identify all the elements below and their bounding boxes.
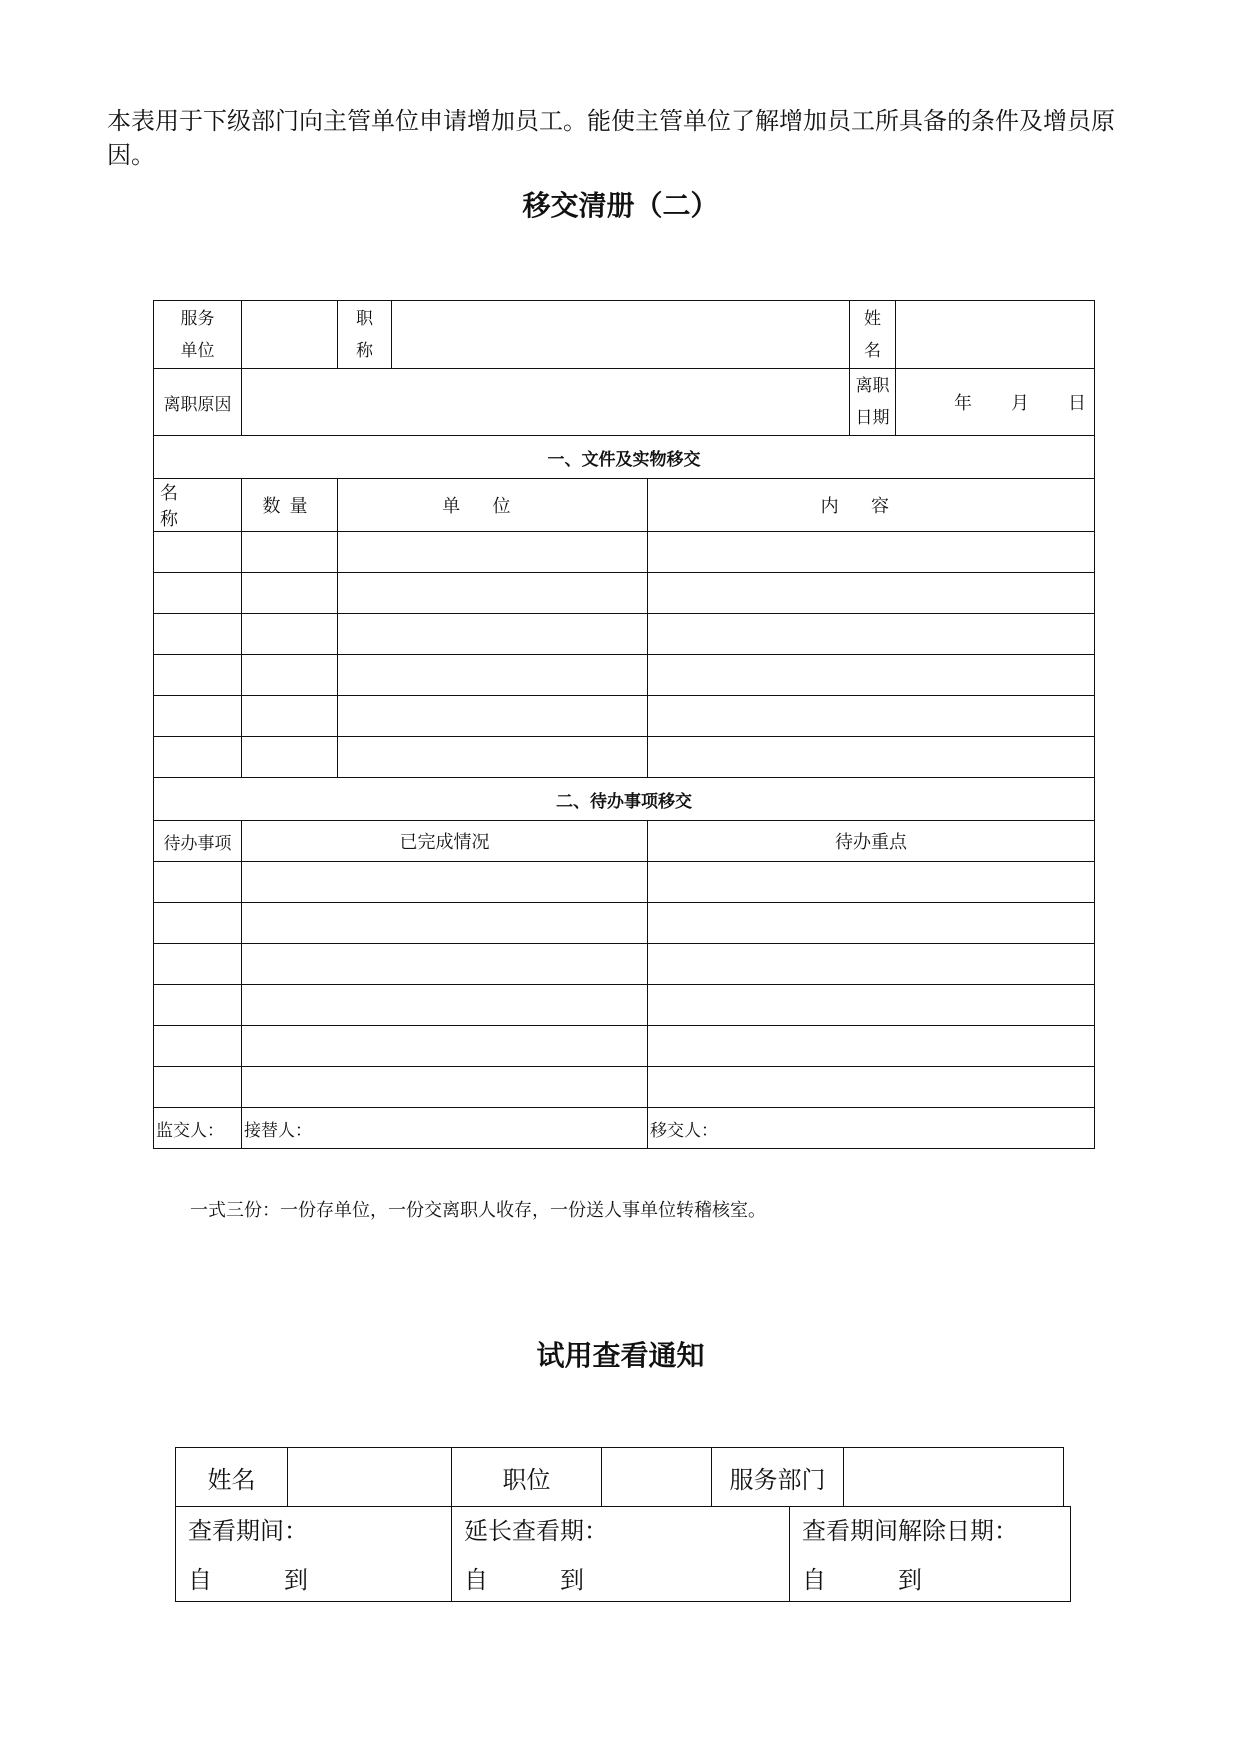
item-content-cell[interactable] [648, 696, 1095, 737]
item-name-cell[interactable] [154, 737, 242, 778]
section1-heading: 一、文件及实物移交 [154, 436, 1095, 479]
table-row [154, 655, 1095, 696]
release-date-cell[interactable] [790, 1507, 1071, 1602]
priority-cell[interactable] [648, 1026, 1095, 1067]
item-content-cell[interactable] [648, 737, 1095, 778]
name-field[interactable] [288, 1448, 452, 1507]
completed-cell[interactable] [242, 985, 648, 1026]
probation-period-cell[interactable] [176, 1507, 452, 1602]
completed-cell[interactable] [242, 903, 648, 944]
transferor-signature[interactable]: 移交人： [648, 1108, 1095, 1149]
name-field[interactable] [896, 301, 1095, 369]
day-label: 日 [1068, 393, 1086, 414]
job-title-label: 职 称 [338, 301, 392, 369]
position-field[interactable] [602, 1448, 712, 1507]
item-name-cell[interactable] [154, 614, 242, 655]
priority-cell[interactable] [648, 862, 1095, 903]
probation-info-table [175, 1447, 1064, 1507]
item-unit-cell[interactable] [338, 614, 648, 655]
extended-period-label: 延长查看期： [464, 1517, 608, 1545]
name-label: 姓名 [176, 1448, 288, 1507]
item-unit-cell[interactable] [338, 696, 648, 737]
from-label: 自 [188, 1566, 212, 1594]
to-label: 到 [898, 1566, 922, 1594]
service-unit-label: 服务 单位 [154, 301, 242, 369]
probation-period-label: 查看期间： [188, 1517, 308, 1545]
item-unit-cell[interactable] [338, 737, 648, 778]
to-label: 到 [560, 1566, 584, 1594]
col-completed-header: 已完成情况 [242, 821, 648, 862]
to-label: 到 [284, 1566, 308, 1594]
leave-reason-field[interactable] [242, 369, 850, 436]
item-qty-cell[interactable] [242, 696, 338, 737]
department-field[interactable] [844, 1448, 1064, 1507]
leave-date-field[interactable] [896, 369, 1095, 436]
name-label: 姓 名 [850, 301, 896, 369]
item-name-cell[interactable] [154, 532, 242, 573]
service-unit-field[interactable] [242, 301, 338, 369]
table-row [154, 737, 1095, 778]
table-row [154, 696, 1095, 737]
job-title-field[interactable] [392, 301, 850, 369]
supervisor-signature[interactable]: 监交人： [154, 1108, 242, 1149]
completed-cell[interactable] [242, 862, 648, 903]
item-content-cell[interactable] [648, 614, 1095, 655]
col-name-header: 名 称 [154, 479, 242, 532]
completed-cell[interactable] [242, 1026, 648, 1067]
completed-cell[interactable] [242, 944, 648, 985]
from-label: 自 [802, 1566, 826, 1594]
item-name-cell[interactable] [154, 655, 242, 696]
table-row [154, 944, 1095, 985]
item-qty-cell[interactable] [242, 614, 338, 655]
leave-date-label: 离职 日期 [850, 369, 896, 436]
successor-signature[interactable]: 接替人： [242, 1108, 648, 1149]
col-content-header: 内容 [648, 479, 1095, 532]
priority-cell[interactable] [648, 944, 1095, 985]
pending-item-cell[interactable] [154, 1067, 242, 1108]
table-row [154, 1026, 1095, 1067]
table-row [154, 532, 1095, 573]
handover-table [153, 300, 1095, 1149]
leave-reason-label: 离职原因 [154, 369, 242, 436]
department-label: 服务部门 [712, 1448, 844, 1507]
extended-period-cell[interactable] [452, 1507, 790, 1602]
item-content-cell[interactable] [648, 532, 1095, 573]
item-content-cell[interactable] [648, 573, 1095, 614]
probation-period-table [175, 1506, 1071, 1602]
item-qty-cell[interactable] [242, 573, 338, 614]
completed-cell[interactable] [242, 1067, 648, 1108]
table-row [154, 862, 1095, 903]
position-label: 职位 [452, 1448, 602, 1507]
table-row [154, 903, 1095, 944]
year-label: 年 [954, 393, 972, 414]
item-unit-cell[interactable] [338, 532, 648, 573]
item-qty-cell[interactable] [242, 737, 338, 778]
item-unit-cell[interactable] [338, 655, 648, 696]
section2-heading: 二、待办事项移交 [154, 778, 1095, 821]
pending-item-cell[interactable] [154, 985, 242, 1026]
col-unit-header: 单位 [338, 479, 648, 532]
priority-cell[interactable] [648, 903, 1095, 944]
pending-item-cell[interactable] [154, 1026, 242, 1067]
table-row [154, 1067, 1095, 1108]
intro-text: 本表用于下级部门向主管单位申请增加员工。能使主管单位了解增加员工所具备的条件及增员原因。 [107, 107, 1115, 169]
item-name-cell[interactable] [154, 573, 242, 614]
pending-item-cell[interactable] [154, 903, 242, 944]
from-label: 自 [464, 1566, 488, 1594]
col-quantity-header: 数量 [242, 479, 338, 532]
month-label: 月 [1011, 393, 1029, 414]
table-row [154, 614, 1095, 655]
table-row [154, 573, 1095, 614]
pending-item-cell[interactable] [154, 944, 242, 985]
copies-note: 一式三份：一份存单位，一份交离职人收存，一份送人事单位转稽核室。 [190, 1200, 766, 1221]
col-pending-header: 待办事项 [154, 821, 242, 862]
item-content-cell[interactable] [648, 655, 1095, 696]
priority-cell[interactable] [648, 1067, 1095, 1108]
item-qty-cell[interactable] [242, 532, 338, 573]
priority-cell[interactable] [648, 985, 1095, 1026]
handover-form-title: 移交清册（二） [522, 189, 719, 222]
item-unit-cell[interactable] [338, 573, 648, 614]
col-priority-header: 待办重点 [648, 821, 1095, 862]
release-date-label: 查看期间解除日期： [802, 1517, 1018, 1545]
pending-item-cell[interactable] [154, 862, 242, 903]
table-row [154, 985, 1095, 1026]
item-name-cell[interactable] [154, 696, 242, 737]
probation-notice-title: 试用查看通知 [536, 1339, 705, 1372]
item-qty-cell[interactable] [242, 655, 338, 696]
